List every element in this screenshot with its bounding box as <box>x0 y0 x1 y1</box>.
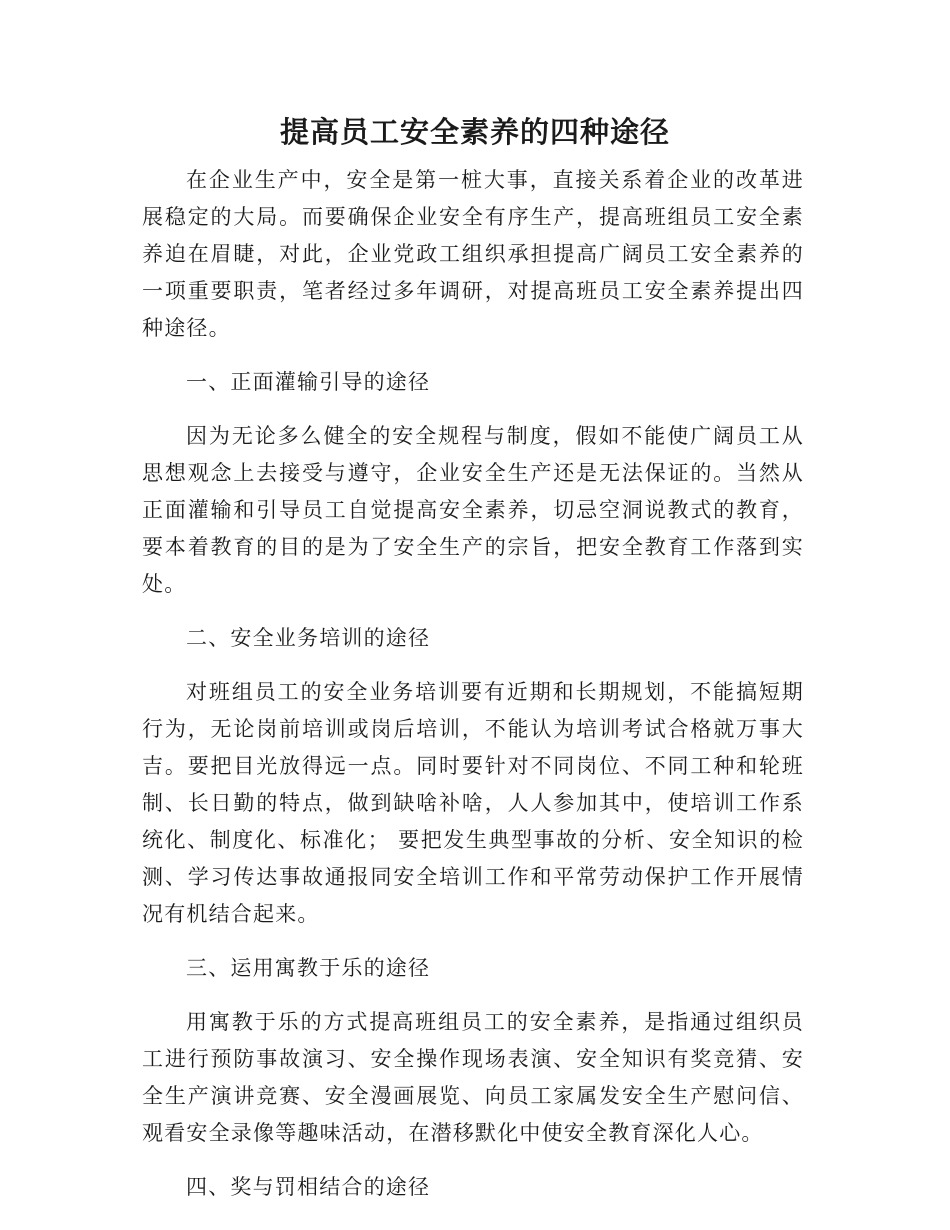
document-body <box>142 162 804 1206</box>
section-heading-2: 二、安全业务培训的途径 <box>186 626 431 650</box>
intro-paragraph: 在企业生产中，安全是第一桩大事，直接关系着企业的改革进展稳定的大局。而要确保企业安全有序生产，提高班组员工安全素养迫在眉睫，对此，企业党政工组织承担提高广阔员工安全素养的一项重要职责，笔者经过多年调研，对提高班员工安全素养提出四种途径。 <box>142 168 804 340</box>
document-title: 提高员工安全素养的四种途径 <box>279 115 670 149</box>
section-heading-1: 一、正面灌输引导的途径 <box>186 370 431 394</box>
section-paragraph-2: 对班组员工的安全业务培训要有近期和长期规划，不能搞短期行为，无论岗前培训或岗后培训，不能认为培训考试合格就万事大吉。要把目光放得远一点。同时要针对不同岗位、不同工种和轮班制、长日勤的特点，做到缺啥补啥，人人参加其中，使培训工作系统化、制度化、标准化； 要把发生典型事故的分析、安全知识的检测、学习传达事故通报同安全培训工作和平常劳动保护工作开展情况有机结合起来。 <box>142 680 804 926</box>
section-heading-3: 三、运用寓教于乐的途径 <box>186 956 431 980</box>
section-paragraph-1: 因为无论多么健全的安全规程与制度，假如不能使广阔员工从思想观念上去接受与遵守，企业安全生产还是无法保证的。当然从正面灌输和引导员工自觉提高安全素养，切忌空洞说教式的教育，要本着教育的目的是为了安全生产的宗旨，把安全教育工作落到实处。 <box>142 424 804 596</box>
section-heading-4: 四、奖与罚相结合的途径 <box>186 1175 431 1199</box>
section-paragraph-3: 用寓教于乐的方式提高班组员工的安全素养，是指通过组织员工进行预防事故演习、安全操作现场表演、安全知识有奖竞猜、安全生产演讲竞赛、安全漫画展览、向员工家属发安全生产慰问信、观看安全录像等趣味活动，在潜移默化中使安全教育深化人心。 <box>142 1010 804 1145</box>
